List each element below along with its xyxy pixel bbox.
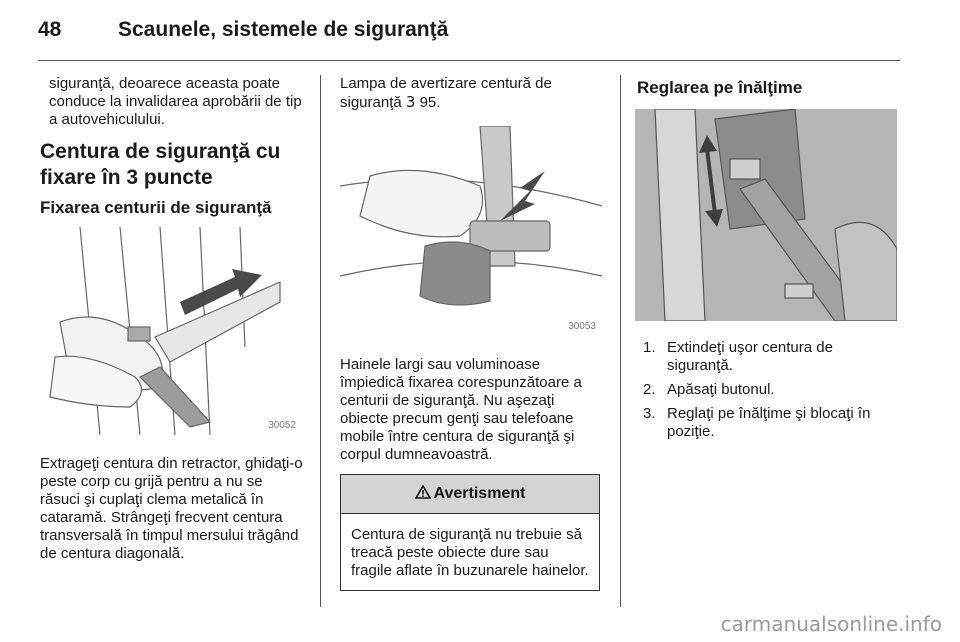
header-divider — [38, 60, 900, 61]
list-item — [643, 339, 902, 375]
page-ref-arrow-icon: 3 — [405, 93, 416, 111]
fastening-instructions: Extrageţi centura din retractor, ghidaţi-o peste corp cu grijă pentru a nu se răsuci şi cuplaţi clema metalică în cataramă. Strângeţi frecvent centura transversală în timpul mersului trăgând de centura diagonală. — [40, 455, 303, 562]
step-text: Extindeţi uşor centura de siguranţă. — [667, 339, 833, 374]
column-divider-1 — [320, 75, 321, 607]
step-text: Apăsaţi butonul. — [667, 381, 775, 398]
adjustment-steps-list — [637, 339, 902, 441]
warning-header — [341, 475, 599, 514]
column-1 — [40, 75, 305, 563]
step-number: 2. — [643, 381, 656, 398]
column-divider-2 — [620, 75, 621, 607]
section-heading: Centura de siguranţă cu fixare în 3 puncte — [40, 140, 281, 189]
height-adjust-heading: Reglarea pe înălţime — [637, 78, 803, 97]
seatbelt-fastening-drawing — [40, 227, 302, 435]
step-number: 3. — [643, 405, 656, 422]
list-item — [643, 381, 902, 399]
warning-triangle-icon — [415, 485, 431, 503]
lamp-text: Lampa de avertizare centură de siguranţă — [340, 75, 552, 111]
height-adjuster-drawing — [635, 109, 897, 321]
lamp-reference-text — [340, 75, 602, 112]
warning-title: Avertisment — [433, 485, 526, 502]
column-3 — [637, 75, 902, 447]
buckle-insert-drawing — [340, 126, 602, 336]
page-number: 48 — [38, 18, 62, 41]
section-title: Scaunele, sistemele de siguranţă — [118, 18, 449, 41]
figure-number: 30052 — [268, 420, 296, 431]
height-adjuster-illustration — [635, 109, 897, 321]
page-header — [38, 10, 918, 50]
buckle-insert-illustration — [340, 126, 602, 336]
step-number: 1. — [643, 339, 656, 356]
intro-text: siguranţă, deoarece aceasta poate conduce la invalidarea aprobării de tip a autovehiculului. — [49, 75, 302, 128]
step-text: Reglaţi pe înălţime şi blocaţi în poziţie. — [667, 405, 871, 440]
figure-number: 30053 — [568, 321, 596, 332]
seatbelt-fastening-illustration — [40, 227, 302, 435]
list-item — [643, 405, 902, 441]
watermark: carmanualsonline.info — [720, 612, 942, 636]
column-2 — [340, 75, 602, 591]
warning-text: Centura de siguranţă nu trebuie să treacă peste obiecte dure sau fragile aflate în buzunarele hainelor. — [351, 526, 589, 579]
section-subheading: Fixarea centurii de siguranţă — [40, 198, 272, 217]
clothing-advice-text: Hainele largi sau voluminoase împiedică fixarea corespunzătoare a centurii de siguranţă. Nu aşezaţi obiecte precum genţi sau telefoane mobile între centura de siguranţă şi corpul dumneavoastră. — [340, 356, 582, 463]
lamp-ref-page: 95. — [415, 94, 441, 111]
warning-box — [340, 474, 600, 591]
